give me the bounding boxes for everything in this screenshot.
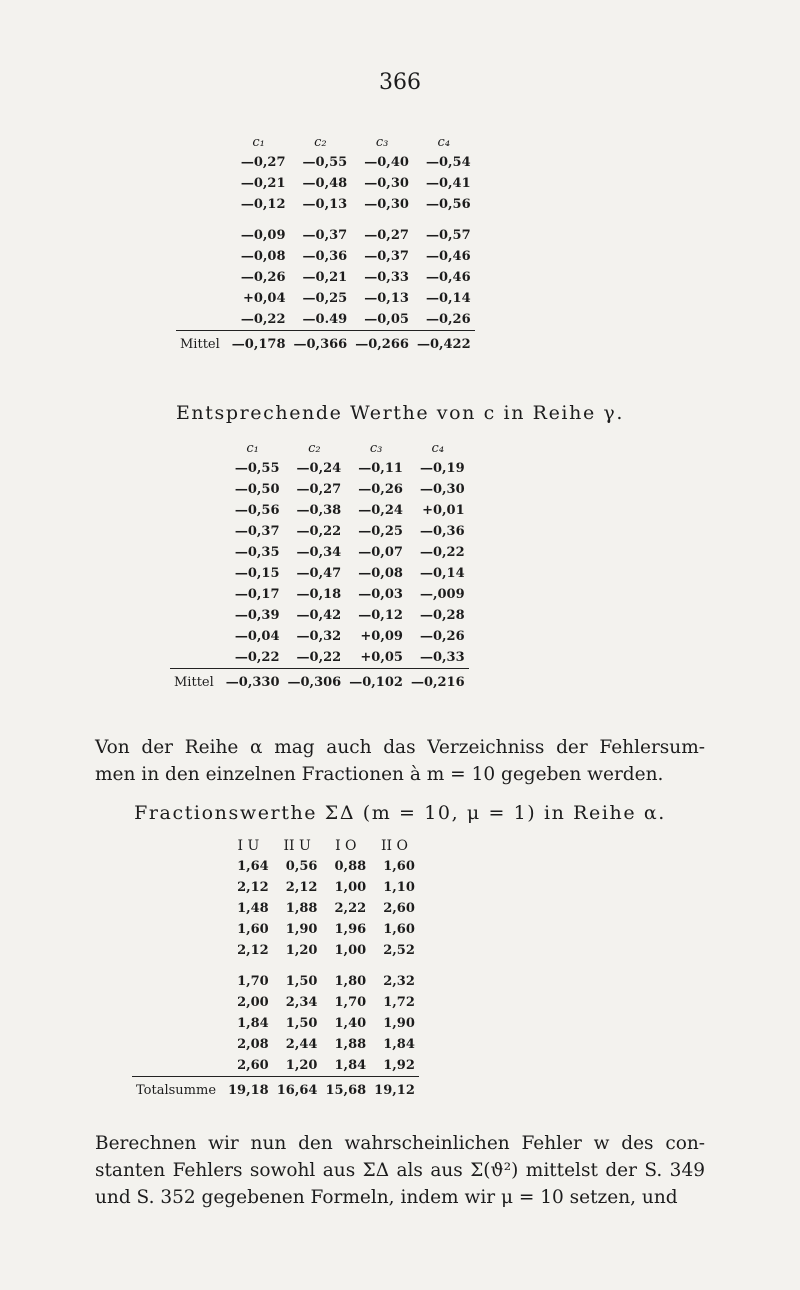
table-cell: 2,60: [237, 1058, 269, 1073]
table-cell: —0,08: [358, 566, 403, 581]
table-cell: 2,22: [334, 901, 367, 916]
page-number: 366: [379, 70, 421, 95]
table-cell: —0,32: [296, 629, 342, 644]
table-cell: 2,12: [285, 880, 318, 895]
text-line: Berechnen wir nun den wahrscheinlichen Fehler w des con-: [95, 1133, 705, 1154]
table-cell: 1,90: [285, 922, 318, 937]
table-row: [170, 584, 469, 605]
table-cell: 2,08: [237, 1037, 269, 1052]
table-row: [132, 856, 419, 877]
table-cell: —0,39: [234, 608, 280, 623]
table-row: [132, 877, 419, 898]
row-label: Mittel: [170, 669, 222, 696]
table-row: [132, 1034, 419, 1055]
table-cell: —0,22: [234, 650, 280, 665]
table-cell: —0,36: [419, 524, 465, 539]
table-cell: —0,36: [302, 249, 348, 264]
table-cell: 1,60: [237, 922, 269, 937]
table-cell: 1,92: [383, 1058, 415, 1073]
table-row: [132, 898, 419, 919]
table-cell: —0,25: [302, 291, 348, 306]
table-cell: —0,13: [364, 291, 409, 306]
table-cell: —0,18: [296, 587, 342, 602]
table-cell: —0,28: [419, 608, 465, 623]
table-cell: —0,33: [364, 270, 409, 285]
table-cell: 2,52: [383, 943, 415, 958]
table-cell: 1,84: [334, 1058, 367, 1073]
table-cell: —0,08: [240, 249, 286, 264]
table-row: [170, 647, 469, 669]
table-cell: —0,19: [419, 461, 465, 476]
column-header: c₄: [437, 134, 451, 150]
table-row: [170, 605, 469, 626]
table-cell: —0,12: [358, 608, 403, 623]
table-cell: —0,30: [419, 482, 465, 497]
table-cell: 1,90: [383, 1016, 415, 1031]
summary-row: [170, 669, 469, 696]
table-cell: —0,21: [302, 270, 348, 285]
table-cell: 1,88: [285, 901, 318, 916]
table-row: [176, 173, 475, 194]
table-cell: 1,84: [383, 1037, 415, 1052]
table-cell: —0,266: [351, 331, 413, 358]
table-cell: —0,30: [364, 176, 409, 191]
table-cell: —0,37: [364, 249, 409, 264]
column-header: c₁: [252, 134, 265, 150]
table-cell: —0,102: [345, 669, 407, 696]
table-cell: 2,12: [237, 880, 269, 895]
table-cell: 1,00: [334, 943, 367, 958]
table-cell: 1,72: [383, 995, 415, 1010]
table-row: [132, 940, 419, 961]
table-cell: —0,330: [222, 669, 284, 696]
table-cell: —0,216: [407, 669, 469, 696]
table-cell: —0,13: [302, 197, 348, 212]
table-cell: 15,68: [321, 1077, 370, 1104]
table-cell: 2,34: [285, 995, 318, 1010]
table-cell: 1,20: [285, 1058, 318, 1073]
section-heading-reihe-gamma: Entsprechende Werthe von c in Reihe γ.: [175, 402, 625, 424]
table-cell: —0,47: [296, 566, 342, 581]
table-cell: —0,11: [358, 461, 403, 476]
table-cell: 1,80: [334, 974, 367, 989]
table-cell: —0,26: [358, 482, 403, 497]
table-cell: —0,21: [240, 176, 286, 191]
table-cell: —0,04: [234, 629, 280, 644]
column-header: c₃: [369, 440, 383, 456]
table-cell: —0,35: [234, 545, 280, 560]
table-cell: 1,88: [334, 1037, 367, 1052]
table-row: [170, 458, 469, 479]
table-cell: —0,12: [240, 197, 286, 212]
text-line: Von der Reihe α mag auch das Verzeichniss der Fehlersum-: [95, 737, 705, 758]
table-row: [170, 626, 469, 647]
column-header: c₁: [246, 440, 259, 456]
table-cell: —0,56: [425, 197, 471, 212]
table-cell: —0,38: [296, 503, 342, 518]
table-cell: 0,56: [285, 859, 318, 874]
table-fractionswerthe: [132, 836, 419, 1103]
table-cell: —0,22: [240, 312, 286, 327]
table-cell: —0,54: [425, 155, 471, 170]
table-cell: 1,10: [383, 880, 415, 895]
table-cell: 1,96: [334, 922, 367, 937]
table-cell: —0,27: [296, 482, 342, 497]
text-line: stanten Fehlers sowohl aus ΣΔ als aus Σ(ϑ²) mittelst der S. 349: [95, 1160, 705, 1181]
column-header: c₃: [375, 134, 389, 150]
table-header-row: [170, 438, 469, 458]
table-cell: 16,64: [273, 1077, 322, 1104]
table-cell: —0,422: [413, 331, 475, 358]
table-header-row: [176, 132, 475, 152]
table-cell: —0,03: [358, 587, 403, 602]
table-cell: —0,48: [302, 176, 348, 191]
table-row: [176, 152, 475, 173]
table-cell: —0,26: [419, 629, 465, 644]
table-row: [170, 563, 469, 584]
table-cell: 0,88: [334, 859, 367, 874]
table-cell: 19,12: [370, 1077, 419, 1104]
text-line: und S. 352 gegebenen Formeln, indem wir μ = 10 setzen, und: [95, 1187, 678, 1208]
table-cell: —0,37: [302, 228, 348, 243]
table-cell: 1,50: [285, 1016, 318, 1031]
table-cell: —0,50: [234, 482, 280, 497]
table-cell: —0,55: [302, 155, 348, 170]
table-cell: 1,60: [383, 922, 415, 937]
table-cell: —0,27: [240, 155, 286, 170]
column-header: I O: [335, 838, 357, 854]
table-cell: —0,22: [419, 545, 465, 560]
table-cell: —0,55: [234, 461, 280, 476]
table-row: [132, 919, 419, 940]
table-row: [176, 225, 475, 246]
table-cell: —0,22: [296, 524, 342, 539]
table-row: [132, 971, 419, 992]
table-cell: 2,44: [285, 1037, 318, 1052]
table-cell: —0,57: [425, 228, 471, 243]
column-header: c₄: [431, 440, 445, 456]
table-cell: —0,17: [234, 587, 280, 602]
column-header: I U: [237, 838, 260, 854]
table-cell: +0,09: [360, 629, 403, 644]
column-header: II O: [381, 838, 409, 854]
table-cell: —0,26: [240, 270, 286, 285]
table-cell: 1,00: [334, 880, 367, 895]
table-row: [170, 542, 469, 563]
column-header: II U: [283, 838, 311, 854]
summary-row: [176, 331, 475, 358]
table-cell: 1,70: [237, 974, 269, 989]
table-cell: —0,366: [290, 331, 352, 358]
table-row: [176, 309, 475, 331]
summary-row: [132, 1077, 419, 1104]
table-row: [170, 500, 469, 521]
table-cell: —0,46: [425, 270, 471, 285]
table-cell: —0,24: [358, 503, 403, 518]
table-cell: —,009: [419, 587, 465, 602]
table-cell: —0,24: [296, 461, 342, 476]
column-header: c₂: [314, 134, 327, 150]
table-cell: 1,50: [285, 974, 318, 989]
table-cell: —0,22: [296, 650, 342, 665]
table-cell: —0,56: [234, 503, 280, 518]
table-cell: —0.49: [302, 312, 348, 327]
table-cell: —0,25: [358, 524, 403, 539]
row-label: Totalsumme: [132, 1077, 224, 1104]
table-row: [176, 194, 475, 215]
table-cell: —0,14: [425, 291, 471, 306]
table-cell: —0,178: [228, 331, 290, 358]
table-cell: 1,40: [334, 1016, 367, 1031]
table-row: [170, 521, 469, 542]
table-cell: +0,05: [360, 650, 403, 665]
table-cell: 1,84: [237, 1016, 269, 1031]
table-cell: —0,07: [358, 545, 403, 560]
table-row: [176, 288, 475, 309]
column-header: c₂: [308, 440, 321, 456]
table-cell: —0,27: [364, 228, 409, 243]
table-cell: 2,32: [383, 974, 415, 989]
table-cell: —0,37: [234, 524, 280, 539]
row-label: Mittel: [176, 331, 228, 358]
table-cell: 1,20: [285, 943, 318, 958]
table-cell: —0,15: [234, 566, 280, 581]
table-cell: 19,18: [224, 1077, 273, 1104]
table-cell: —0,14: [419, 566, 465, 581]
table-cell: 1,70: [334, 995, 367, 1010]
table-cell: —0,306: [284, 669, 346, 696]
text-line: men in den einzelnen Fractionen à m = 10 gegeben werden.: [95, 764, 664, 785]
table-cell: —0,05: [364, 312, 409, 327]
table-cell: 2,60: [383, 901, 415, 916]
table-cell: 2,12: [237, 943, 269, 958]
paragraph-fehlersummen: [95, 734, 705, 788]
table-cell: —0,40: [364, 155, 409, 170]
table-cell: —0,46: [425, 249, 471, 264]
table-cell: 1,64: [237, 859, 269, 874]
table-row: [176, 246, 475, 267]
table-cell: 1,48: [237, 901, 269, 916]
table-row: [132, 992, 419, 1013]
paragraph-berechnen: [95, 1130, 705, 1211]
table-row: [170, 479, 469, 500]
group-spacer: [132, 961, 419, 971]
table-cell: —0,42: [296, 608, 342, 623]
table-row: [176, 267, 475, 288]
table-cell: +0,04: [242, 291, 286, 306]
table-row: [132, 1055, 419, 1077]
table-cell: —0,33: [419, 650, 465, 665]
table-header-row: [132, 836, 419, 856]
table-c-values-gamma: [170, 438, 469, 695]
table-cell: +0,01: [422, 503, 465, 518]
section-heading-fractionswerthe: Fractionswerthe ΣΔ (m = 10, μ = 1) in Reihe α.: [134, 802, 666, 824]
table-cell: 1,60: [383, 859, 415, 874]
table-cell: 2,00: [237, 995, 269, 1010]
table-cell: —0,41: [425, 176, 471, 191]
table-cell: —0,26: [425, 312, 471, 327]
table-cell: —0,30: [364, 197, 409, 212]
group-spacer: [176, 215, 475, 225]
table-row: [132, 1013, 419, 1034]
table-cell: —0,34: [296, 545, 342, 560]
table-c-values-1: [176, 132, 475, 357]
table-cell: —0,09: [240, 228, 286, 243]
